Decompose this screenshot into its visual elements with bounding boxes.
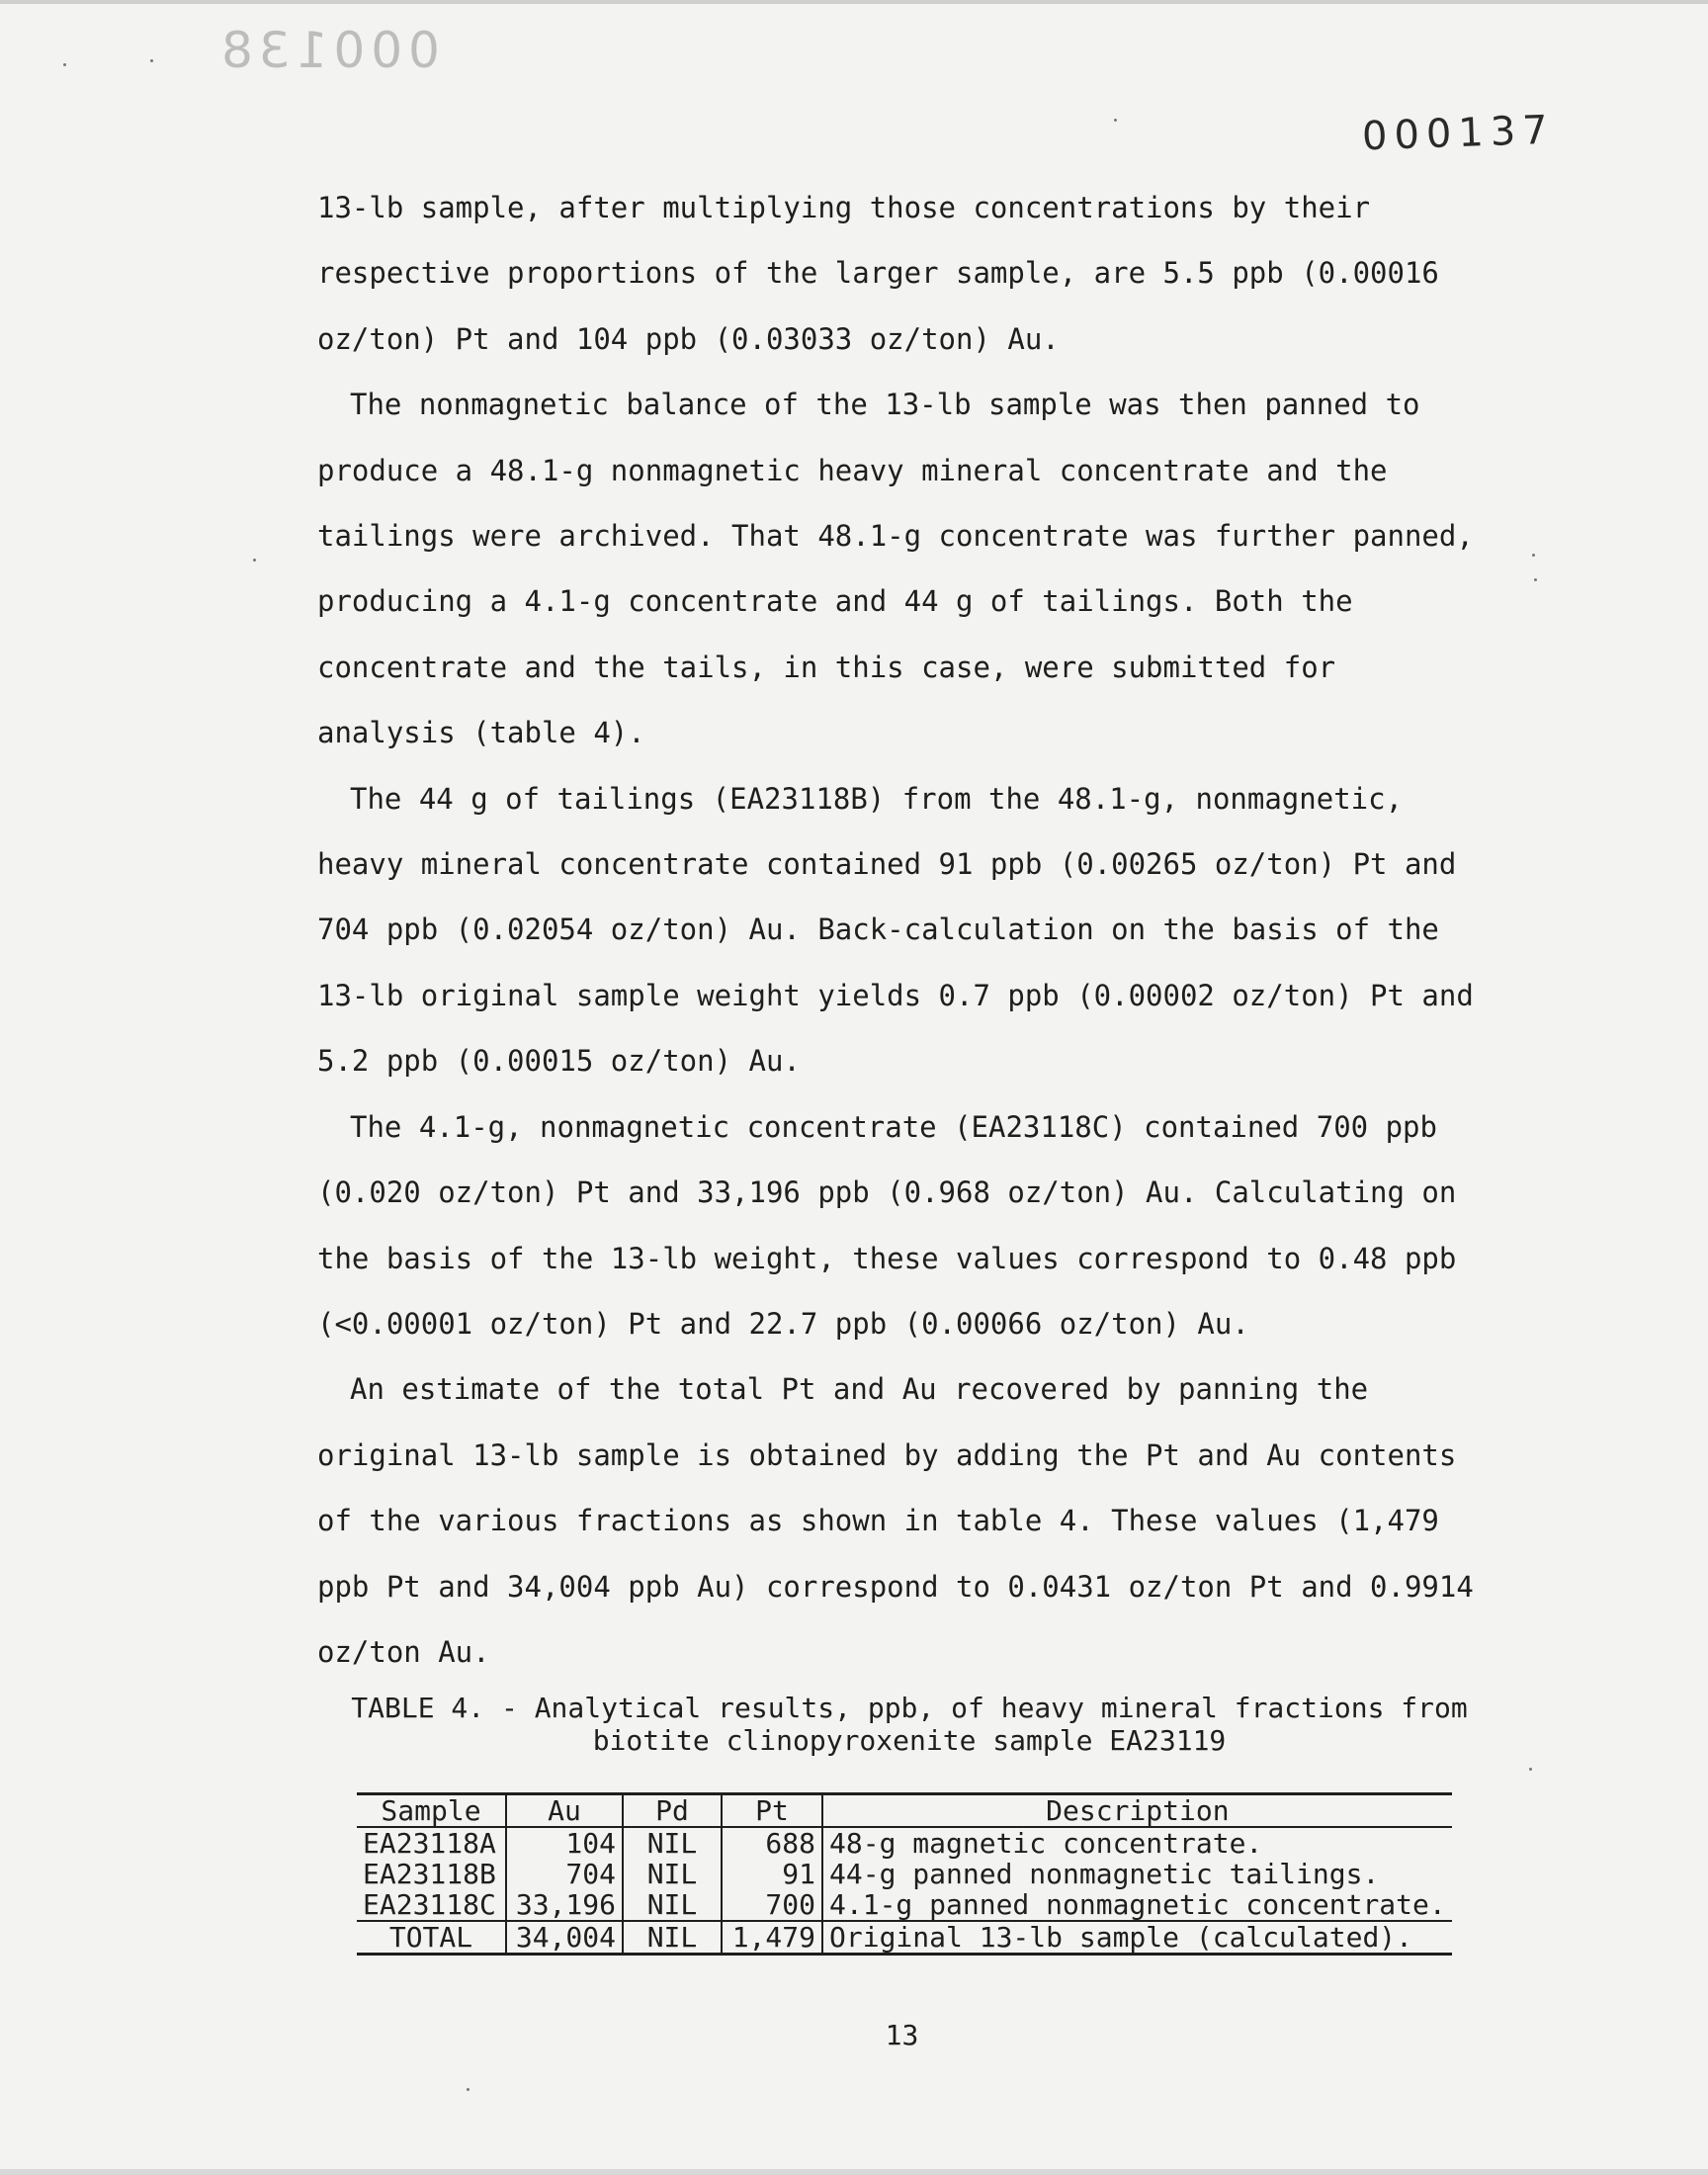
header-pd: Pd (623, 1794, 722, 1828)
scan-speck (63, 63, 66, 66)
total-description: Original 13-lb sample (calculated). (829, 1921, 1413, 1954)
cell-pt: 700 (722, 1889, 822, 1921)
table-row (357, 1889, 1452, 1921)
total-au: 34,004 (506, 1921, 623, 1955)
total-pt: 1,479 (722, 1921, 822, 1955)
paragraph-2: The nonmagnetic balance of the 13-lb sample was then panned to produce a 48.1-g nonmagnetic heavy mineral concentrate and the tailings were archived. That 48.1-g concentrate was further panned, producing a 4.1-g concentrate and 44 g of tailings. Both the concentrate and the tails, in this case, were submitted for analysis (table 4). (317, 388, 1474, 750)
scan-edge-top (0, 0, 1708, 4)
table-header-row (357, 1794, 1452, 1828)
total-pd: NIL (623, 1921, 722, 1955)
table-row (357, 1859, 1452, 1889)
table-row (357, 1827, 1452, 1859)
total-sample: TOTAL (357, 1921, 506, 1955)
header-au: Au (506, 1794, 623, 1828)
cell-sample: EA23118A (357, 1827, 506, 1859)
cell-au: 104 (506, 1827, 623, 1859)
scan-speck (1114, 119, 1117, 122)
header-pt: Pt (722, 1794, 822, 1828)
table-caption (297, 1692, 1522, 1757)
paragraph-5: An estimate of the total Pt and Au recovered by panning the original 13-lb sample is obtained by adding the Pt and Au contents of the various fractions as shown in table 4. These values (1,479 ppb Pt and 34,004 ppb Au) correspond to 0.0431 oz/ton Pt and 0.9914 oz/ton Au. (317, 1372, 1474, 1669)
cell-au: 33,196 (506, 1889, 623, 1921)
scan-speck (1532, 554, 1535, 557)
page-number: 13 (885, 2019, 919, 2051)
body-text (317, 175, 1484, 1685)
cell-sample: EA23118B (357, 1859, 506, 1889)
cell-description: 48-g magnetic concentrate. (829, 1827, 1263, 1860)
table-caption-line-2: biotite clinopyroxenite sample EA23119 (592, 1724, 1227, 1757)
table-total-row (357, 1921, 1452, 1955)
paragraph-3: The 44 g of tailings (EA23118B) from the 48.1-g, nonmagnetic, heavy mineral concentrate contained 91 ppb (0.00265 oz/ton) Pt and 704 ppb (0.02054 oz/ton) Au. Back-calculation on the basis of the 13-lb original sample weight yields 0.7 ppb (0.00002 oz/ton) Pt and 5.2 ppb (0.00015 oz/ton) Au. (317, 781, 1474, 1079)
cell-pd: NIL (623, 1859, 722, 1889)
paragraph-4: The 4.1-g, nonmagnetic concentrate (EA23118C) contained 700 ppb (0.020 oz/ton) Pt and 33,196 ppb (0.968 oz/ton) Au. Calculating on the basis of the 13-lb weight, these values correspond to 0.48 ppb (<0.00001 oz/ton) Pt and 22.7 ppb (0.00066 oz/ton) Au. (317, 1109, 1457, 1341)
cell-sample: EA23118C (357, 1889, 506, 1921)
paragraph-1: 13-lb sample, after multiplying those concentrations by their respective proportions of the larger sample, are 5.5 ppb (0.00016 oz/ton) Pt and 104 ppb (0.03033 oz/ton) Au. (317, 191, 1439, 356)
scan-speck (1534, 578, 1537, 581)
analytical-results-table (357, 1792, 1452, 1956)
scan-speck (467, 2088, 470, 2091)
scan-speck (1529, 1768, 1532, 1771)
scan-speck (150, 59, 153, 62)
cell-description: 4.1-g panned nonmagnetic concentrate. (829, 1888, 1446, 1921)
header-sample: Sample (357, 1794, 506, 1828)
document-number-stamp: 000137 (1361, 107, 1556, 160)
cell-description: 44-g panned nonmagnetic tailings. (829, 1858, 1380, 1890)
faint-reversed-page-stamp: 000138 (215, 22, 440, 79)
table-caption-line-1: TABLE 4. - Analytical results, ppb, of heavy mineral fractions from (351, 1692, 1468, 1724)
cell-pd: NIL (623, 1827, 722, 1859)
scan-edge-bottom (0, 2169, 1708, 2175)
cell-au: 704 (506, 1859, 623, 1889)
cell-pt: 688 (722, 1827, 822, 1859)
scan-speck (253, 559, 256, 562)
header-description: Description (1046, 1794, 1230, 1827)
cell-pt: 91 (722, 1859, 822, 1889)
cell-pd: NIL (623, 1889, 722, 1921)
